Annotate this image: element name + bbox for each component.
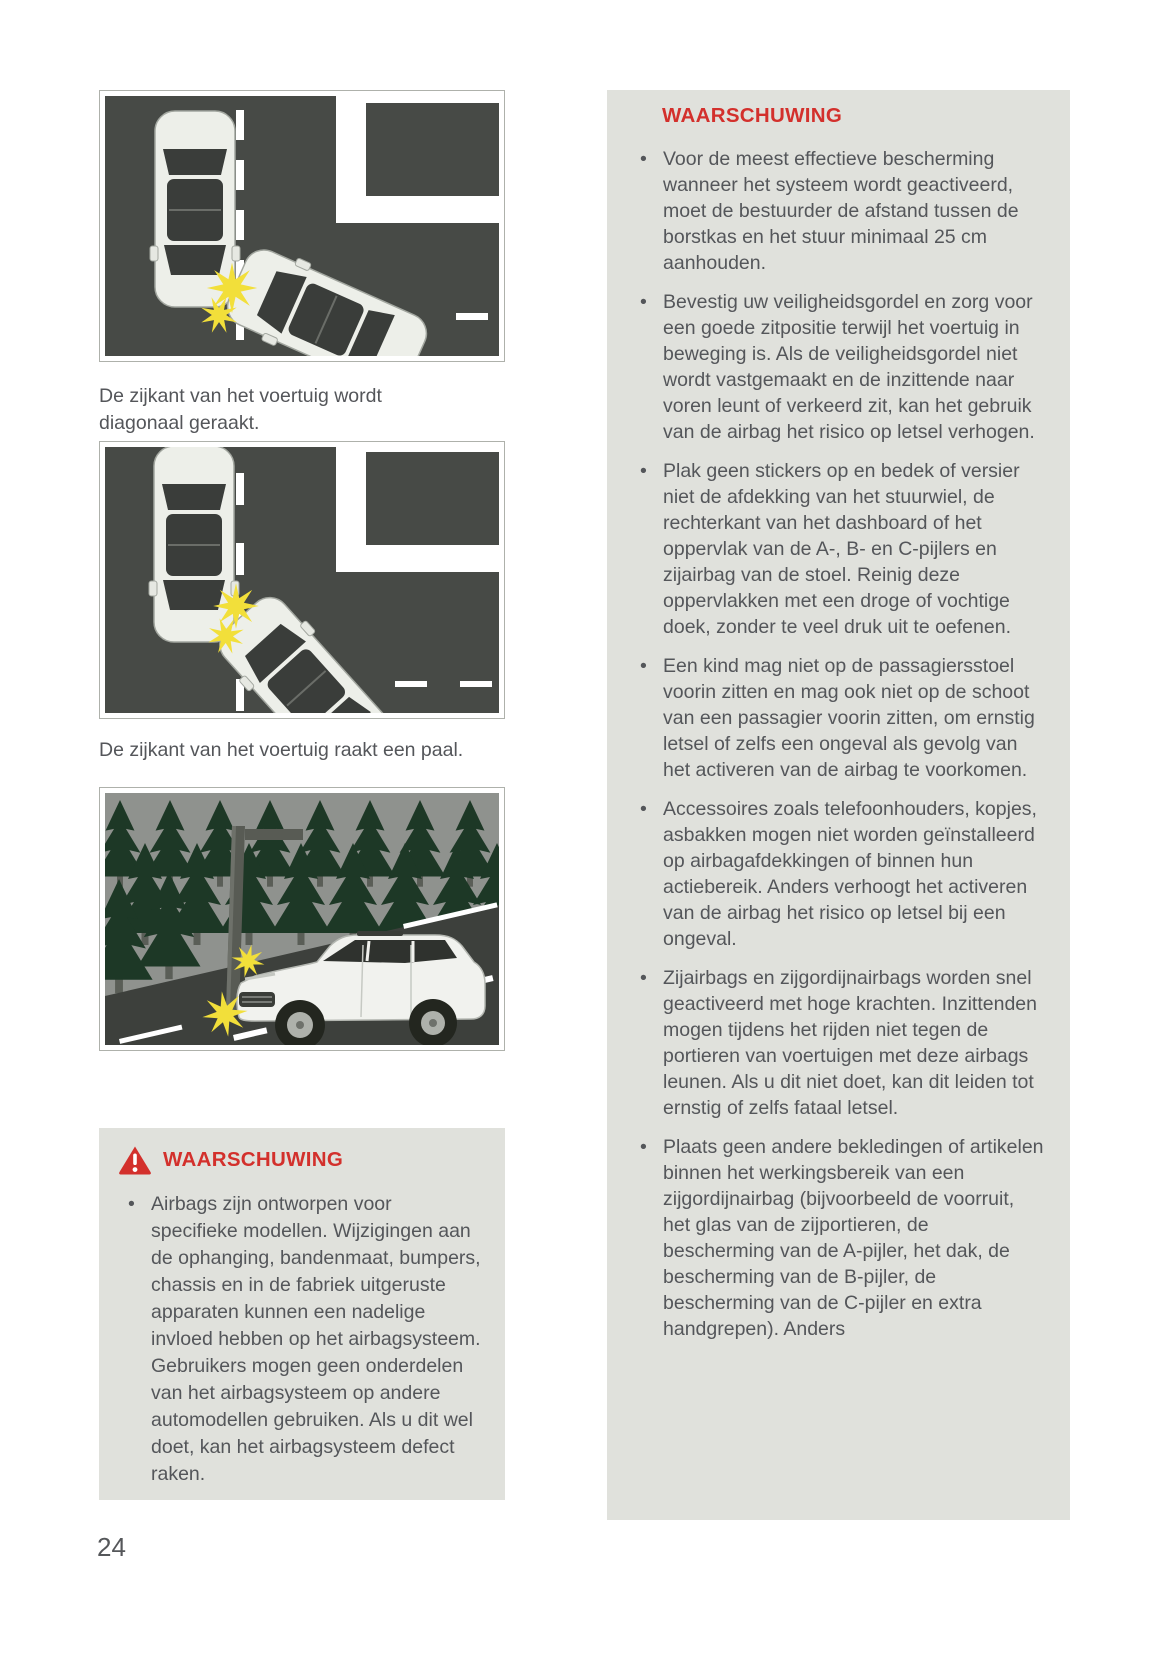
warning-header	[662, 104, 1044, 128]
corner-block	[366, 103, 499, 196]
illustration-side-collision	[105, 447, 499, 713]
bullet-dot: •	[640, 460, 647, 482]
illustration-diagonal-collision	[105, 96, 499, 356]
left-warning-list	[118, 1191, 483, 1488]
bullet-text: Plaats geen andere bekledingen of artikelen binnen het werkingsbereik van een zijgordijnairbag (bijvoorbeeld de voorruit, het glas van de zijportieren, de bescherming van de A-pijler, het dak, de bescherming van de B-pijler, de bescherming van de C-pijler en extra handgrepen). Anders	[663, 1136, 1044, 1340]
bullet-text: Accessoires zoals telefoonhouders, kopjes, asbakken mogen niet worden geïnstalleerd op airbagafdekkingen of binnen hun actiebereik. Anders verhoogt het activeren van de airbag het risico op letsel bij een ongeval.	[663, 798, 1037, 950]
bullet-dot: •	[640, 798, 647, 820]
bullet-text: Bevestig uw veiligheidsgordel en zorg voor een goede zitpositie terwijl het voertuig in beweging is. Als de veiligheidsgordel niet wordt vastgemaakt en de inzittende naar voren leunt of verkeerd zit, kan het gebruik van de airbag het risico op letsel verhogen.	[663, 291, 1035, 443]
figure-caption: De zijkant van het voertuig wordt diagonaal geraakt.	[99, 385, 382, 434]
illustration-pole-collision	[105, 793, 499, 1045]
warning-header	[118, 1145, 483, 1175]
bullet-item	[640, 1134, 1044, 1342]
bullet-text: Zijairbags en zijgordijnairbags worden snel geactiveerd met hoge krachten. Inzittenden mogen tijdens het rijden niet tegen de portieren van voertuigen met deze airbags leunen. Als u dit niet doet, kan dit leiden tot ernstig of zelfs fataal letsel.	[663, 967, 1037, 1119]
bullet-text: Plak geen stickers op en bedek of versier niet de afdekking van het stuurwiel, de rechterkant van het dashboard of het oppervlak van de A-, B- en C-pijlers en zijairbag van de stoel. Reinig deze oppervlakken met een droge of vochtige doek, zonder te veel druk uit te oefenen.	[663, 460, 1020, 638]
bullet-item	[640, 796, 1044, 952]
bullet-item	[640, 146, 1044, 276]
bullet-item	[640, 653, 1044, 783]
corner-block	[366, 452, 499, 545]
figure-side-collision	[99, 441, 505, 719]
page-number: 24	[97, 1532, 126, 1562]
warning-triangle-icon	[118, 1145, 152, 1175]
left-warning-box	[99, 1128, 505, 1500]
figure-diagonal-collision	[99, 90, 505, 362]
bullet-dot: •	[640, 655, 647, 677]
bullet-text: Airbags zijn ontworpen voor specifieke modellen. Wijzigingen aan de ophanging, bandenmaat, bumpers, chassis en in de fabriek uitgeruste apparaten kunnen een nadelige invloed hebben op het airbagsysteem. Gebruikers mogen geen onderdelen van het airbagsysteem op andere automodellen gebruiken. Als u dit wel doet, kan het airbagsysteem defect raken.	[151, 1193, 481, 1485]
figure-caption: De zijkant van het voertuig raakt een paal.	[99, 739, 464, 761]
figure-pole-collision	[99, 787, 505, 1051]
bullet-item	[640, 965, 1044, 1121]
right-warning-list	[640, 146, 1044, 1342]
bullet-dot: •	[128, 1193, 135, 1215]
right-warning-panel	[607, 90, 1070, 1520]
bullet-item	[640, 458, 1044, 640]
bullet-dot: •	[640, 148, 647, 170]
bullet-item	[640, 289, 1044, 445]
warning-title: WAARSCHUWING	[662, 104, 843, 127]
bullet-dot: •	[640, 291, 647, 313]
car-icon	[149, 447, 239, 642]
bullet-text: Voor de meest effectieve bescherming wanneer het systeem wordt geactiveerd, moet de bestuurder de afstand tussen de borstkas en het stuur minimaal 25 cm aanhouden.	[663, 148, 1019, 274]
impact-burst-icon	[213, 583, 259, 629]
bullet-dot: •	[640, 967, 647, 989]
bullet-text: Een kind mag niet op de passagiersstoel voorin zitten en mag ook niet op de schoot van een passagier voorin zitten, om ernstig letsel of zelfs een ongeval als gevolg van het activeren van de airbag te voorkomen.	[663, 655, 1035, 781]
car-icon	[150, 111, 240, 307]
warning-title: WAARSCHUWING	[163, 1148, 344, 1171]
bullet-item	[128, 1191, 483, 1488]
bullet-dot: •	[640, 1136, 647, 1158]
